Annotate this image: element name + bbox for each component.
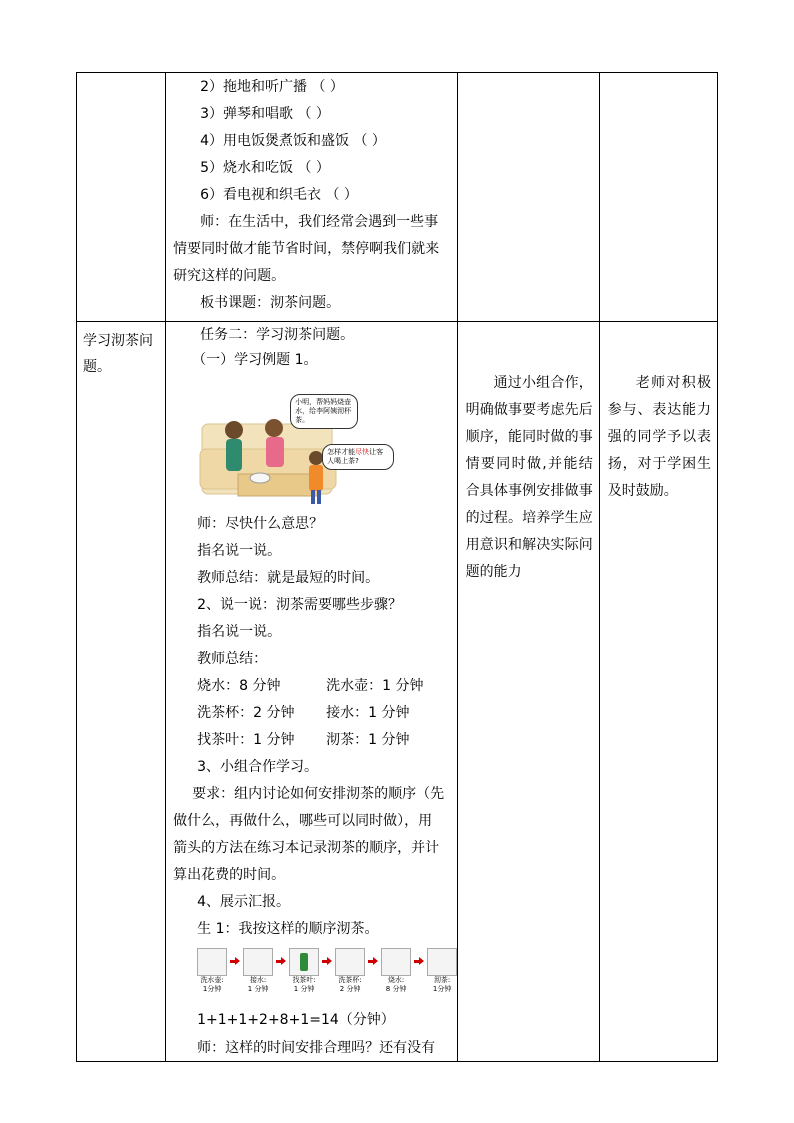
arrow-right-icon — [322, 948, 332, 974]
text-line: 生 1：我按这样的顺序沏茶。 — [197, 921, 379, 937]
flow-step: 接水: 1 分钟 — [240, 948, 276, 994]
kettle-tap-icon — [197, 948, 227, 976]
activity-cell-2 — [166, 322, 457, 1062]
option-line: 2）拖地和听广播 （ ） — [200, 79, 344, 95]
text-line: 3、小组合作学习。 — [197, 759, 319, 775]
flow-step: 洗水壶: 1分钟 — [194, 948, 230, 994]
text-line: 2、说一说：沏茶需要哪些步骤？ — [197, 597, 403, 613]
speech-bubble-child: 怎样才能尽快让客人喝上茶? — [322, 444, 394, 470]
task-heading: 任务二：学习沏茶问题。 — [200, 327, 355, 343]
text-line: 做什么，再做什么，哪些可以同时做），用 — [173, 813, 433, 829]
table-row — [77, 322, 718, 1062]
option-line: 6）看电视和织毛衣 （ ） — [200, 187, 358, 203]
kettle-boil-icon — [381, 948, 411, 976]
arrow-right-icon — [368, 948, 378, 974]
text-line: 算出花费的时间。 — [173, 867, 286, 883]
text-line: 4、展示汇报。 — [197, 894, 291, 910]
step-time: 烧水：8 分钟 — [197, 678, 281, 694]
calculation: 1+1+1+2+8+1=14（分钟） — [197, 1012, 395, 1028]
text-line: 研究这样的问题。 — [173, 268, 286, 284]
text-line: 要求：组内讨论如何安排沏茶的顺序（先 — [192, 786, 445, 802]
text-line: 师：这样的时间安排合理吗？还有没有 — [197, 1040, 436, 1056]
step-time: 洗茶杯：2 分钟 — [197, 705, 295, 721]
activity-cell-1 — [166, 73, 457, 322]
flow-step: 烧水: 8 分钟 — [378, 948, 414, 994]
text-line: 指名说一说。 — [197, 624, 282, 640]
tap-water-icon — [243, 948, 273, 976]
lesson-table — [76, 72, 718, 1062]
tea-flow-diagram — [194, 948, 460, 994]
intent-cell-empty — [457, 73, 599, 322]
option-line: 4）用电饭煲煮饭和盛饭 （ ） — [200, 133, 386, 149]
pour-tea-icon — [427, 948, 457, 976]
arrow-right-icon — [414, 948, 424, 974]
text-line: 教师总结： — [197, 651, 268, 667]
option-line: 3）弹琴和唱歌 （ ） — [200, 106, 330, 122]
cup-wash-icon — [335, 948, 365, 976]
text-line: 指名说一说。 — [197, 543, 282, 559]
arrow-right-icon — [276, 948, 286, 974]
speech-bubble-mother: 小明，帮妈妈烧壶水，给李阿姨沏杯茶。 — [290, 394, 358, 429]
step-time: 洗水壶：1 分钟 — [326, 678, 424, 694]
text-line: 板书课题：沏茶问题。 — [200, 295, 341, 311]
table-row — [77, 73, 718, 322]
step-time: 接水：1 分钟 — [326, 705, 410, 721]
stage-label: 学习沏茶问题。 — [77, 322, 166, 1062]
tea-can-icon — [289, 948, 319, 976]
stage-cell-empty — [77, 73, 166, 322]
flow-step: 沏茶: 1分钟 — [424, 948, 460, 994]
design-intent: 通过小组合作，明确做事要考虑先后顺序，能同时做的事情要同时做,并能结合具体事例安排做事的过程。培养学生应用意识和解决实际问题的能力 — [457, 322, 599, 1062]
text-line: 教师总结：就是最短的时间。 — [197, 570, 380, 586]
text-line: 箭头的方法在练习本记录沏茶的顺序，并计 — [173, 840, 440, 856]
example-heading: （一）学习例题 1。 — [192, 352, 318, 368]
teacher-note: 老师对积极参与、表达能力强的同学予以表扬，对于学困生及时鼓励。 — [599, 322, 717, 1062]
step-time: 找茶叶：1 分钟 — [197, 732, 295, 748]
step-time: 沏茶：1 分钟 — [326, 732, 410, 748]
note-cell-empty — [599, 73, 717, 322]
arrow-right-icon — [230, 948, 240, 974]
tea-scene-illustration — [198, 394, 398, 508]
flow-step: 找茶叶: 1 分钟 — [286, 948, 322, 994]
text-line: 师：尽快什么意思？ — [197, 516, 324, 532]
text-line: 师：在生活中，我们经常会遇到一些事 — [200, 214, 439, 230]
option-line: 5）烧水和吃饭 （ ） — [200, 160, 330, 176]
text-line: 情要同时做才能节省时间，禁停啊我们就来 — [173, 241, 440, 257]
flow-step: 洗茶杯: 2 分钟 — [332, 948, 368, 994]
